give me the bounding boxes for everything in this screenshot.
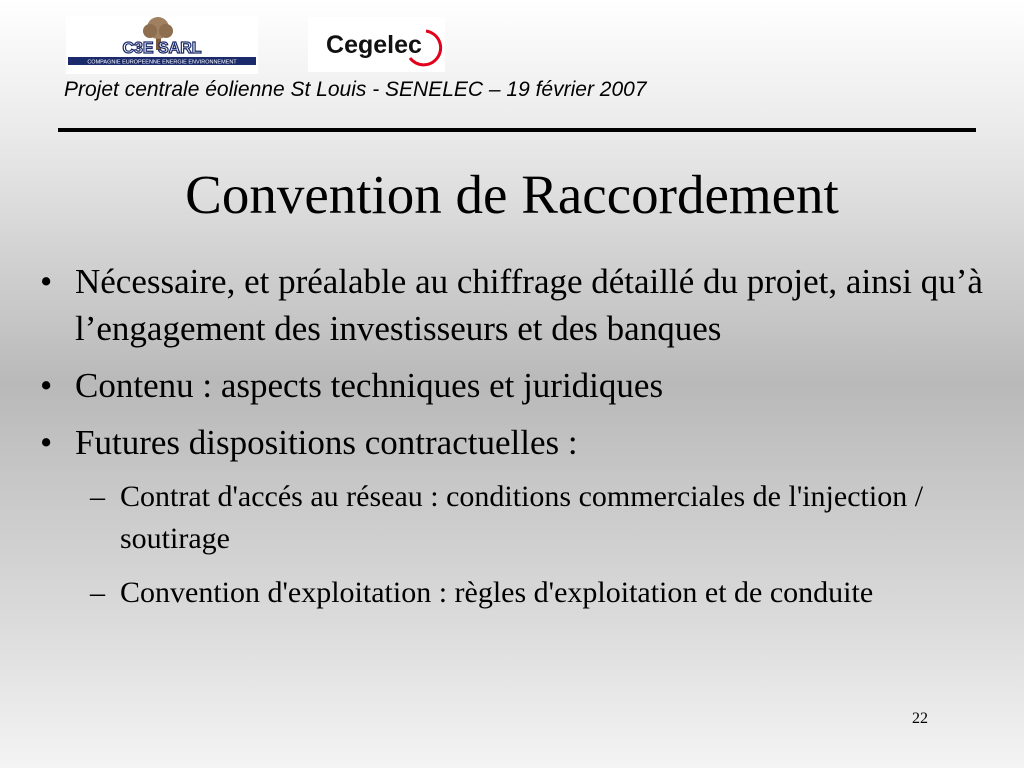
- cegelec-logo: [308, 17, 445, 72]
- bullet-text: Futures dispositions contractuelles :: [75, 423, 578, 462]
- sub-bullet-item: [0, 572, 1024, 614]
- dash-marker: –: [90, 480, 105, 513]
- sub-bullet-text: Contrat d'accés au réseau : conditions commerciales de l'injection / soutirage: [120, 480, 924, 555]
- slide-title: Convention de Raccordement: [185, 164, 839, 225]
- header-divider: [58, 128, 976, 132]
- bullet-item: [0, 362, 1024, 409]
- bullet-marker: •: [40, 366, 53, 405]
- sub-bullet-item: [0, 476, 1024, 560]
- cegelec-logo-name: Cegelec: [326, 31, 422, 59]
- sub-bullet-text: Convention d'exploitation : règles d'exploitation et de conduite: [120, 576, 874, 609]
- bullet-item: [0, 419, 1024, 466]
- page-number: 22: [912, 710, 928, 727]
- bullet-text: Contenu : aspects techniques et juridiques: [75, 366, 664, 405]
- c3e-logo-name: C3E SARL: [122, 40, 202, 57]
- c3e-sarl-logo: [66, 16, 258, 74]
- bullet-marker: •: [40, 262, 53, 301]
- bullet-text: Nécessaire, et préalable au chiffrage détaillé du projet, ainsi qu’à l’engagement des investisseurs et des banques: [75, 262, 983, 348]
- c3e-logo-tagline: COMPAGNIE EUROPEENNE ENERGIE ENVIRONNEMENT: [87, 59, 237, 66]
- bullet-list: [0, 258, 1024, 626]
- bullet-item: [0, 258, 1024, 352]
- bullet-marker: •: [40, 423, 53, 462]
- project-header: Projet centrale éolienne St Louis - SENELEC – 19 février 2007: [64, 78, 647, 101]
- dash-marker: –: [90, 576, 105, 609]
